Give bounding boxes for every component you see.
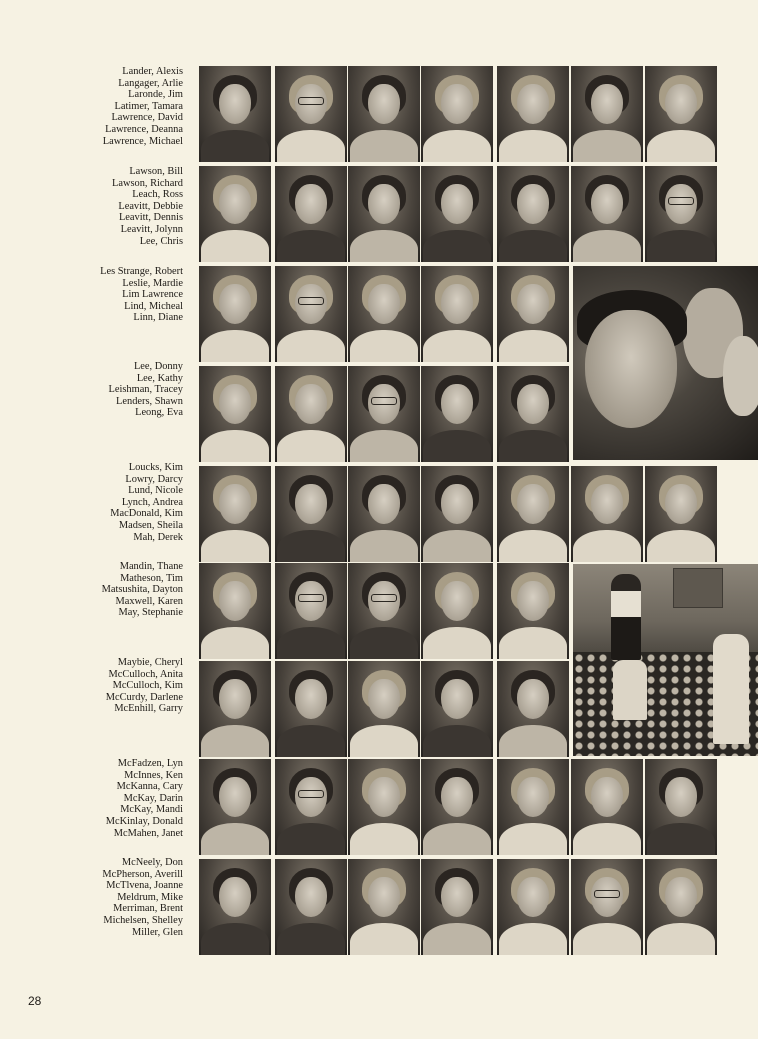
student-portrait (571, 859, 643, 955)
student-portrait (348, 66, 420, 162)
student-name: Leavitt, Dennis (118, 212, 183, 224)
student-name: Langager, Arlie (118, 77, 183, 89)
student-portrait (421, 661, 493, 757)
student-portrait (199, 466, 271, 562)
student-name: Leach, Ross (132, 189, 183, 201)
name-list-row-7 (0, 657, 183, 715)
student-name: McKinlay, Donald (105, 815, 183, 827)
name-list-row-5 (0, 462, 183, 543)
student-name: McNeely, Don (121, 857, 183, 868)
student-portrait (348, 563, 420, 659)
student-name: McTlvena, Joanne (106, 880, 183, 892)
name-list-row-9 (0, 857, 183, 938)
student-portrait (348, 759, 420, 855)
student-name: Loucks, Kim (128, 462, 183, 473)
student-portrait (275, 859, 347, 955)
student-name: McPherson, Averill (102, 868, 183, 880)
student-portrait (421, 859, 493, 955)
student-portrait (199, 266, 271, 362)
student-portrait (421, 366, 493, 462)
student-portrait (348, 466, 420, 562)
student-name: Merriman, Brent (113, 903, 183, 915)
student-name: Maxwell, Karen (115, 595, 183, 607)
student-portrait (275, 759, 347, 855)
student-name: McInnes, Ken (124, 769, 183, 781)
student-portrait (275, 661, 347, 757)
student-name: Leavitt, Debbie (118, 200, 183, 212)
student-name: Lund, Nicole (128, 485, 183, 497)
student-portrait (645, 166, 717, 262)
student-name: Lee, Chris (139, 235, 183, 247)
name-list-row-3 (0, 266, 183, 324)
student-name: Maybie, Cheryl (117, 657, 183, 668)
student-portrait (348, 366, 420, 462)
student-portrait (421, 466, 493, 562)
student-name: McCurdy, Darlene (105, 691, 183, 703)
student-portrait (497, 759, 569, 855)
student-name: Lawrence, Deanna (105, 123, 183, 135)
student-name: Lind, Micheal (124, 300, 183, 312)
student-name: May, Stephanie (118, 607, 183, 619)
student-portrait (199, 859, 271, 955)
student-name: Mah, Derek (133, 531, 183, 543)
student-name: Linn, Diane (133, 312, 183, 324)
student-name: McKay, Darin (123, 792, 183, 804)
student-name: McCulloch, Kim (112, 680, 183, 692)
student-portrait (275, 66, 347, 162)
student-portrait (497, 661, 569, 757)
student-portrait (571, 466, 643, 562)
student-name: Matsushita, Dayton (101, 584, 183, 596)
student-portrait (645, 759, 717, 855)
student-portrait (199, 366, 271, 462)
student-portrait (497, 166, 569, 262)
student-portrait (497, 563, 569, 659)
student-name: Lee, Donny (133, 361, 183, 372)
student-portrait (275, 266, 347, 362)
candid-photo-cheerleaders (573, 564, 758, 756)
student-portrait (348, 266, 420, 362)
student-name: Lawrence, David (111, 112, 183, 124)
name-list-row-1 (0, 66, 183, 147)
student-name: MacDonald, Kim (110, 508, 183, 520)
student-name: Les Strange, Robert (100, 266, 183, 277)
student-name: Lawson, Richard (112, 177, 183, 189)
student-portrait (497, 66, 569, 162)
student-portrait (199, 759, 271, 855)
student-portrait (421, 759, 493, 855)
student-name: Mandin, Thane (119, 561, 183, 572)
student-name: McKanna, Cary (116, 781, 183, 793)
student-name: Lynch, Andrea (121, 496, 183, 508)
student-name: McKay, Mandi (120, 804, 183, 816)
student-portrait (497, 466, 569, 562)
student-portrait (275, 166, 347, 262)
student-portrait (421, 563, 493, 659)
student-name: Leishman, Tracey (108, 384, 183, 396)
student-name: Michelsen, Shelley (103, 914, 183, 926)
student-name: Lawrence, Michael (102, 135, 183, 147)
student-portrait (348, 661, 420, 757)
student-portrait (199, 166, 271, 262)
student-portrait (645, 466, 717, 562)
student-name: Lenders, Shawn (116, 395, 183, 407)
student-portrait (497, 266, 569, 362)
name-list-row-4 (0, 361, 183, 419)
student-name: Miller, Glen (132, 926, 183, 938)
student-name: McEnhill, Garry (114, 703, 183, 715)
student-name: Madsen, Sheila (118, 519, 183, 531)
student-name: Lim Lawrence (122, 289, 183, 301)
student-name: Meldrum, Mike (117, 891, 183, 903)
student-portrait (571, 66, 643, 162)
student-portrait (571, 759, 643, 855)
student-name: McFadzen, Lyn (117, 758, 183, 769)
student-portrait (421, 66, 493, 162)
student-portrait (645, 859, 717, 955)
student-portrait (421, 266, 493, 362)
student-portrait (348, 859, 420, 955)
student-name: Latimer, Tamara (114, 100, 183, 112)
student-portrait (199, 661, 271, 757)
name-list-row-8 (0, 758, 183, 839)
name-list-row-6 (0, 561, 183, 619)
student-portrait (348, 166, 420, 262)
student-name: Leavitt, Jolynn (120, 223, 183, 235)
name-list-row-2 (0, 166, 183, 247)
candid-photo-students (573, 266, 758, 460)
student-name: Laronde, Jim (128, 89, 183, 101)
student-portrait (497, 366, 569, 462)
student-portrait (497, 859, 569, 955)
student-portrait (421, 166, 493, 262)
student-name: Lawson, Bill (129, 166, 183, 177)
student-portrait (199, 563, 271, 659)
student-name: McMahen, Janet (113, 827, 183, 839)
student-portrait (571, 166, 643, 262)
student-portrait (275, 366, 347, 462)
student-name: Lander, Alexis (122, 66, 183, 77)
student-name: Lowry, Darcy (125, 473, 183, 485)
page-number: 28 (28, 994, 42, 1008)
student-portrait (645, 66, 717, 162)
student-name: Leslie, Mardie (122, 277, 183, 289)
student-name: Leong, Eva (135, 407, 183, 419)
student-portrait (275, 466, 347, 562)
student-name: Lee, Kathy (136, 372, 183, 384)
student-name: McCulloch, Anita (108, 668, 183, 680)
student-name: Matheson, Tim (120, 572, 183, 584)
student-portrait (199, 66, 271, 162)
student-portrait (275, 563, 347, 659)
